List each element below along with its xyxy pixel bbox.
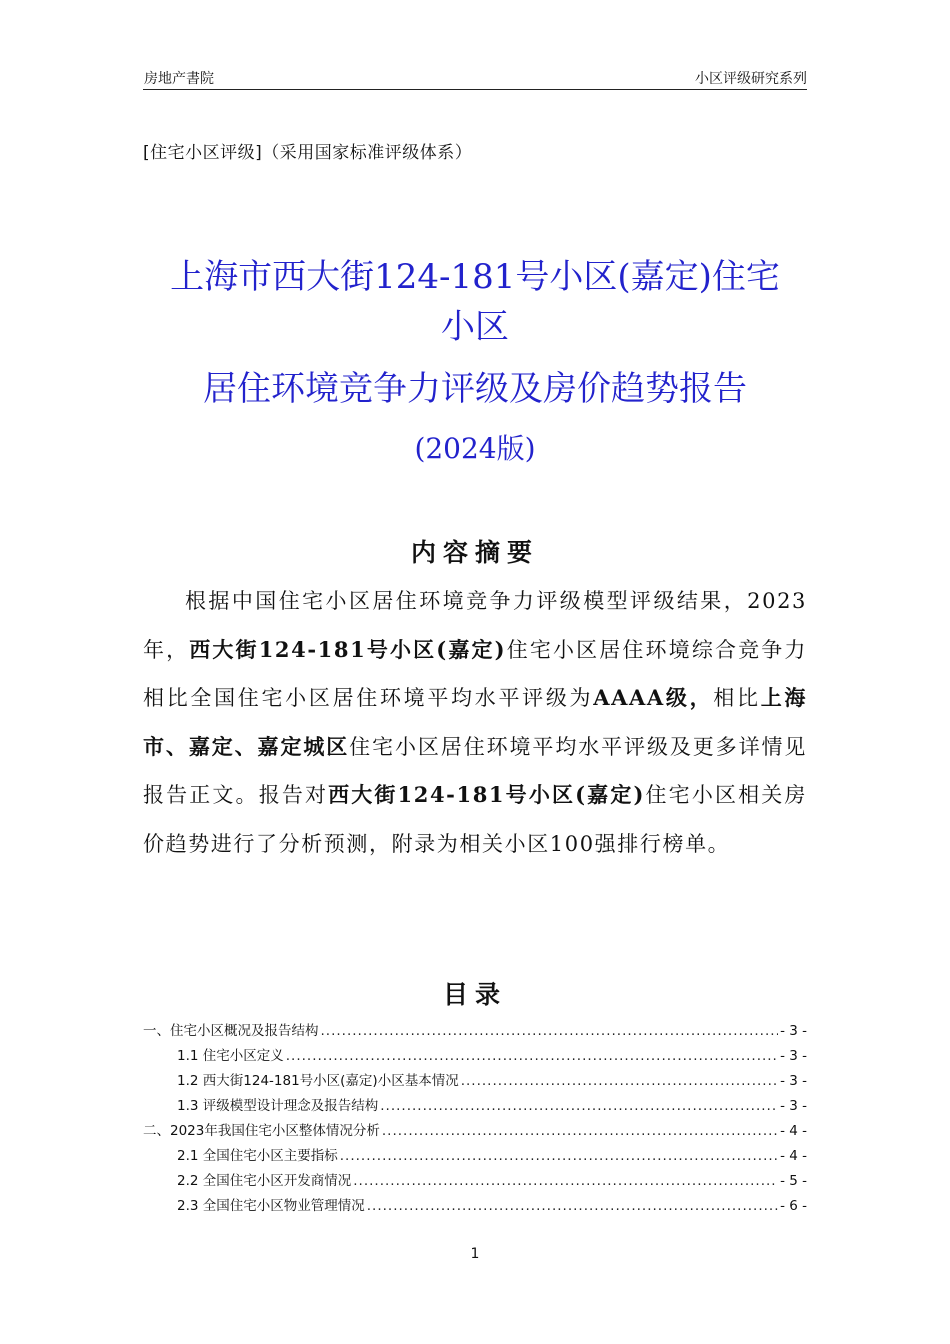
toc-entry-page: - 3 -: [780, 1023, 807, 1039]
toc-entry-title: 1.3 评级模型设计理念及报告结构: [177, 1098, 379, 1114]
abstract-text-4: 住宅小区居住环境平均水平评级及更多详情见报告正文。报告对: [143, 734, 808, 807]
toc-entry-page: - 5 -: [780, 1173, 807, 1189]
abstract-text-1: 根据中国住宅小区居住环境竞争力评级模型评级结果，2023年，: [143, 589, 807, 662]
title-edition: (2024版): [414, 432, 536, 465]
toc-dot-leader: [367, 1198, 778, 1214]
toc-entry-page: - 4 -: [780, 1148, 807, 1164]
title-line-2: 小区: [441, 307, 509, 347]
toc-dot-leader: [461, 1073, 778, 1089]
abstract-heading: 内容摘要: [410, 538, 539, 567]
toc-entry-title: 1.1 住宅小区定义: [177, 1048, 284, 1064]
toc-entry-title: 二、2023年我国住宅小区整体情况分析: [143, 1123, 380, 1139]
toc-dot-leader: [353, 1173, 778, 1189]
abstract-rating: AAAA级，: [593, 685, 714, 710]
report-category: [住宅小区评级]（采用国家标准评级体系）: [143, 143, 473, 163]
toc-entry-title: 一、住宅小区概况及报告结构: [143, 1023, 319, 1039]
toc-dot-leader: [321, 1023, 779, 1039]
abstract-bold-2: 西大街124-181号小区(嘉定): [328, 782, 645, 807]
toc-entry[interactable]: [143, 1044, 807, 1068]
header-publisher: 房地产書院: [144, 71, 214, 87]
toc-entry-page: - 3 -: [780, 1073, 807, 1089]
toc-heading: 目录: [442, 980, 507, 1009]
abstract-regions: 上海市、嘉定、嘉定城区: [143, 685, 807, 759]
toc-entry[interactable]: [143, 1069, 807, 1093]
toc-dot-leader: [286, 1048, 778, 1064]
toc-entry[interactable]: [143, 1094, 807, 1118]
toc-entry-title: 2.1 全国住宅小区主要指标: [177, 1148, 338, 1164]
abstract-bold-1: 西大街124-181号小区(嘉定): [189, 636, 507, 662]
abstract-text-2: 住宅小区居住环境综合竞争力相比全国住宅小区居住环境平均水平评级为: [143, 637, 807, 710]
header-series: 小区评级研究系列: [695, 71, 807, 87]
page-header: [144, 66, 807, 88]
toc-dot-leader: [382, 1123, 778, 1139]
toc-entry[interactable]: [143, 1169, 807, 1193]
toc-entry-title: 2.2 全国住宅小区开发商情况: [177, 1173, 352, 1189]
toc-entry[interactable]: [143, 1144, 807, 1168]
toc-entry[interactable]: [143, 1019, 807, 1043]
toc-dot-leader: [340, 1148, 778, 1164]
abstract-paragraph: [143, 577, 807, 868]
toc-entry-page: - 4 -: [780, 1123, 807, 1139]
page-number: 1: [470, 1246, 480, 1262]
header-divider: [143, 89, 807, 90]
abstract-text-5: 住宅小区相关房价趋势进行了分析预测，附录为相关小区100强排行榜单。: [143, 783, 807, 856]
toc-dot-leader: [380, 1098, 778, 1114]
toc-entry-page: - 3 -: [780, 1048, 807, 1064]
title-line-3: 居住环境竞争力评级及房价趋势报告: [203, 369, 747, 409]
toc-entry-page: - 3 -: [780, 1098, 807, 1114]
toc-entry-page: - 6 -: [780, 1198, 807, 1214]
title-line-1: 上海市西大街124-181号小区(嘉定)住宅: [170, 257, 780, 297]
toc-entry-title: 2.3 全国住宅小区物业管理情况: [177, 1198, 365, 1214]
toc-entry[interactable]: [143, 1194, 807, 1218]
abstract-text-3: 相比: [713, 686, 761, 710]
toc-entry-title: 1.2 西大街124-181号小区(嘉定)小区基本情况: [177, 1073, 459, 1089]
toc-entry[interactable]: [143, 1119, 807, 1143]
